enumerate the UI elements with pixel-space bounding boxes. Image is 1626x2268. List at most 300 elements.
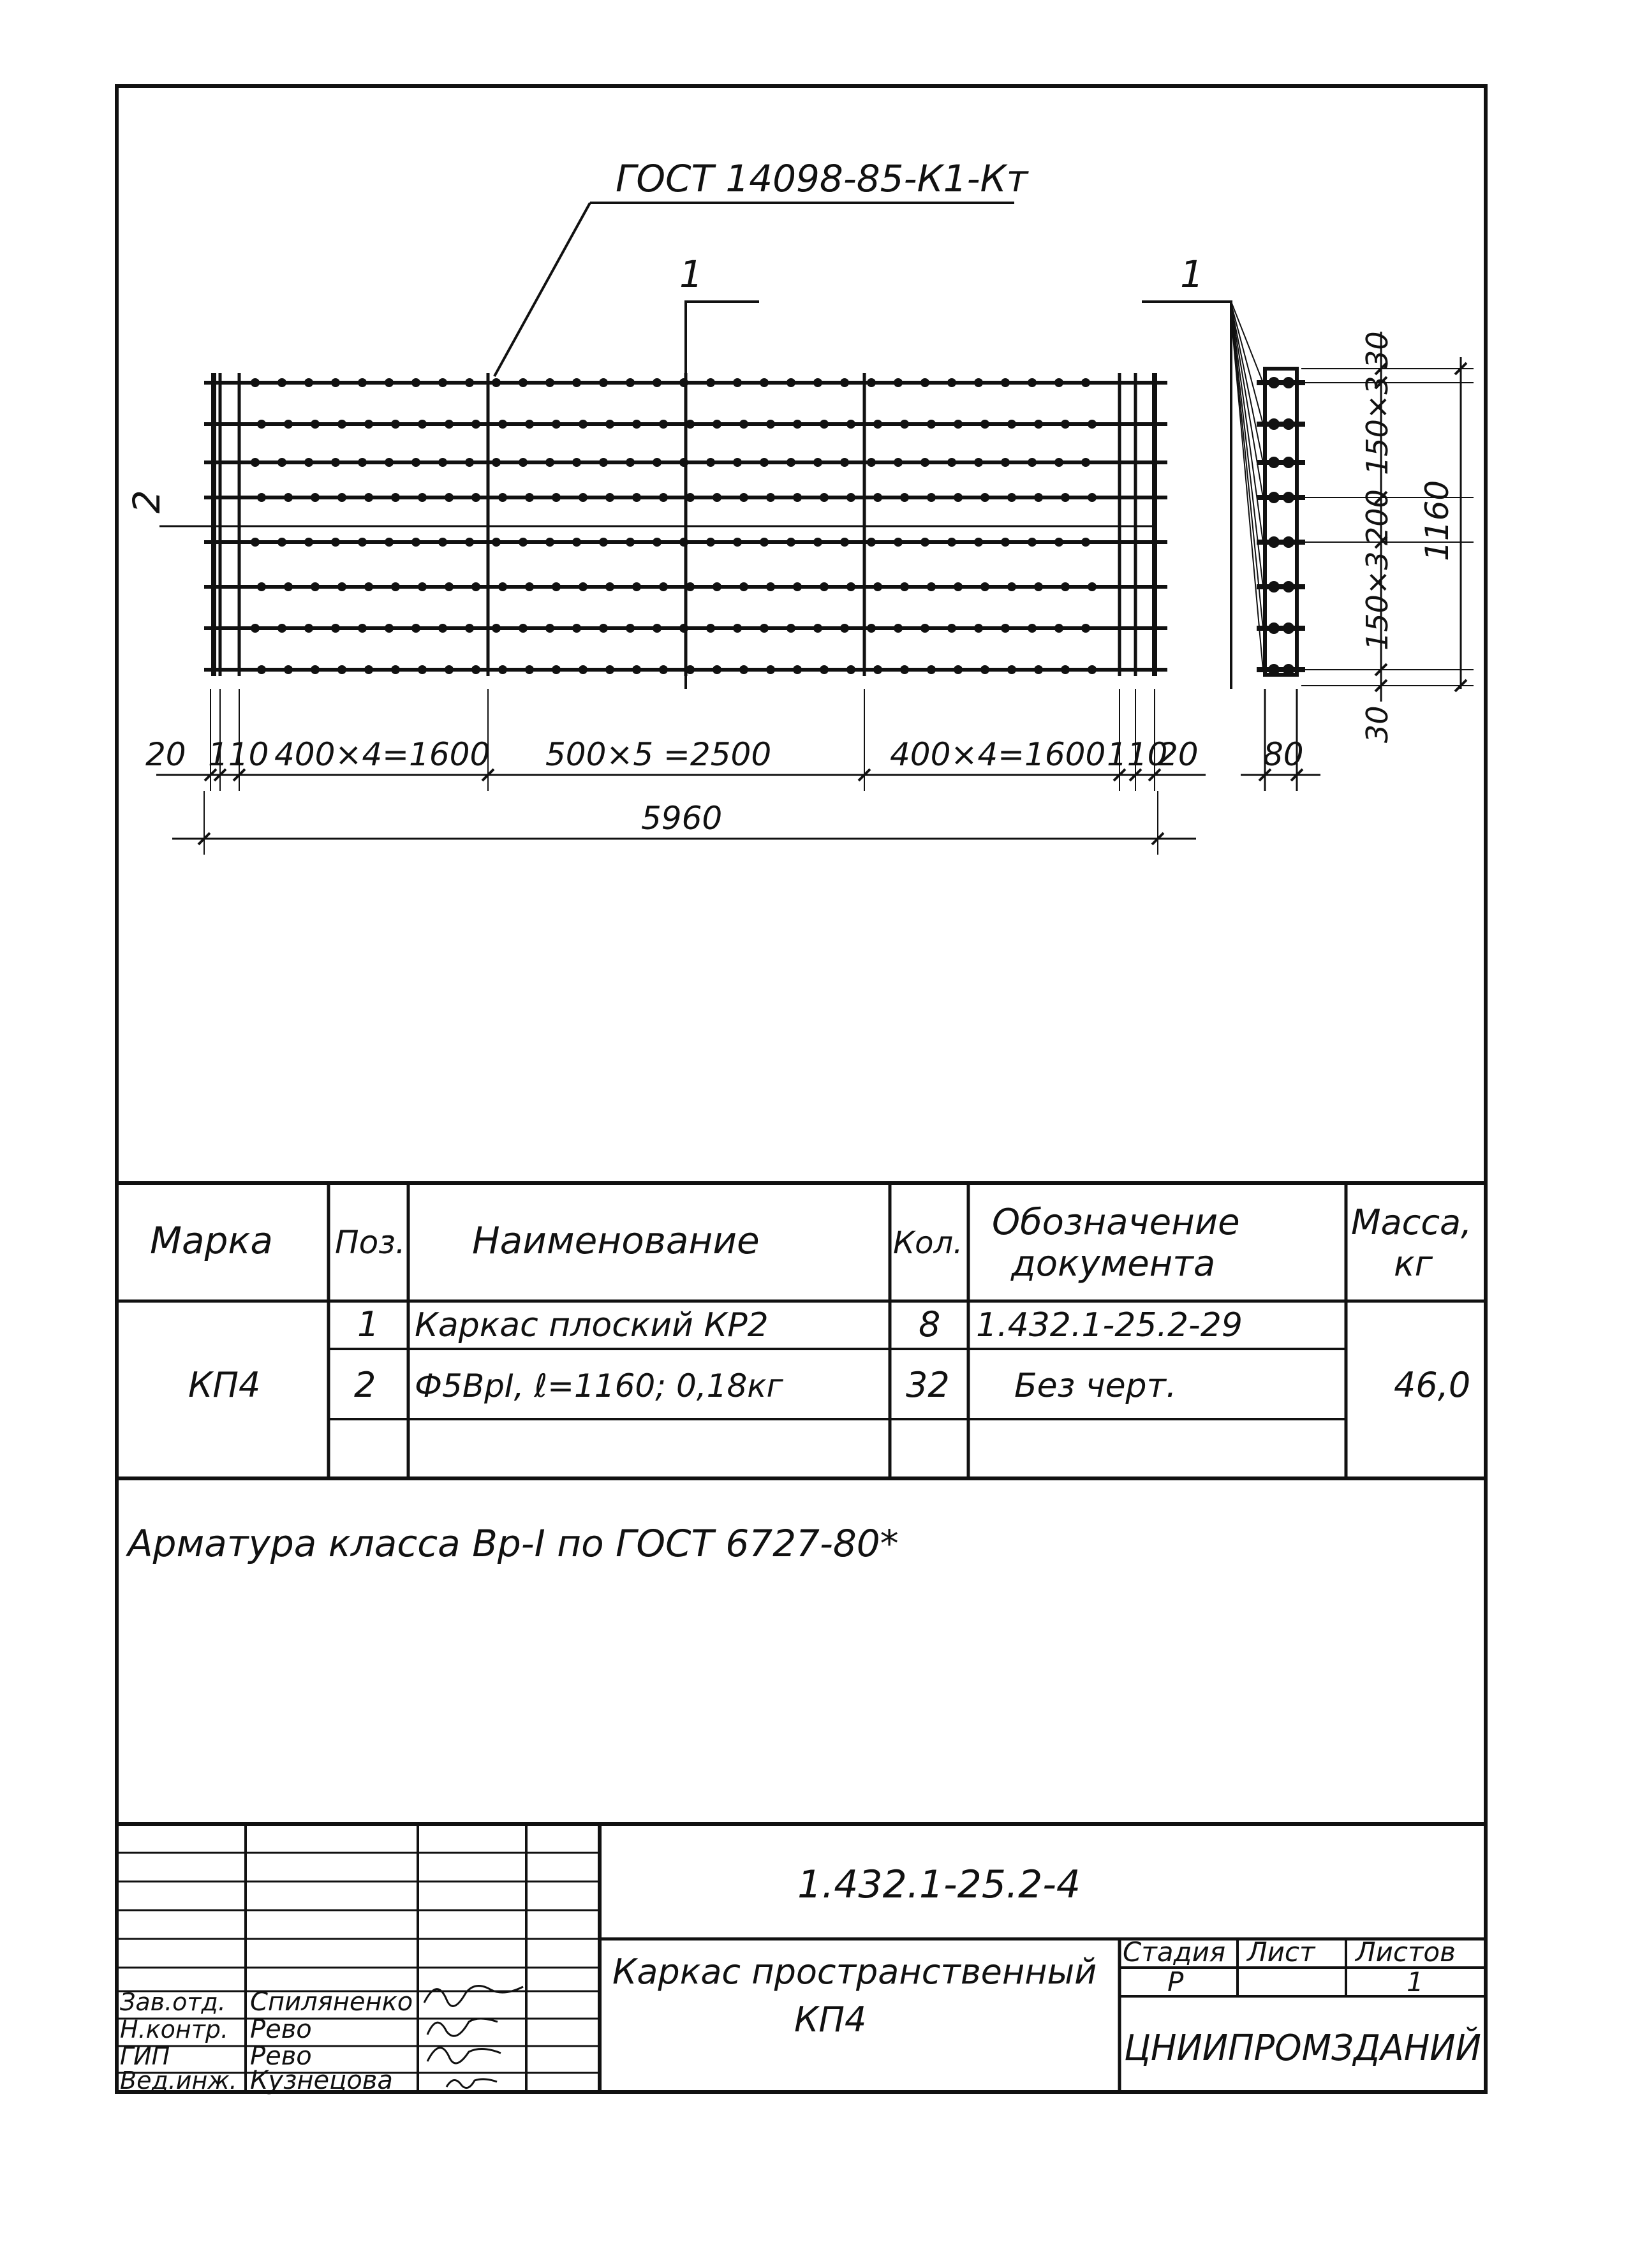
dim-total: 5960 xyxy=(641,800,723,837)
rod-dot xyxy=(733,538,742,547)
rod-dot xyxy=(545,624,554,633)
rod-dot xyxy=(733,378,742,387)
rod-dot xyxy=(465,538,474,547)
rod-dot xyxy=(364,493,373,502)
position-mark-2: 2 xyxy=(125,490,168,513)
rod-dot xyxy=(686,665,695,674)
rod-dot xyxy=(1028,624,1037,633)
rod-dot xyxy=(385,458,394,467)
row2-name: Ф5ВрI, ℓ=1160; 0,18кг xyxy=(415,1367,783,1404)
section-bar-dot xyxy=(1268,418,1280,430)
rod-dot xyxy=(793,665,802,674)
rod-dot xyxy=(840,624,849,633)
rod-dot xyxy=(445,420,454,429)
rod-dot xyxy=(284,665,293,674)
dim-20-left: 20 xyxy=(145,736,186,773)
signature-3 xyxy=(427,2048,501,2063)
gost-callout xyxy=(494,157,1030,376)
rod-dot xyxy=(391,582,400,591)
rod-dot xyxy=(418,582,427,591)
organization-name: ЦНИИПРОМЗДАНИЙ xyxy=(1124,2028,1481,2069)
rod-dot xyxy=(980,493,989,502)
rod-dot xyxy=(626,378,635,387)
rod-dot xyxy=(787,458,795,467)
rod-dot xyxy=(867,378,876,387)
rod-dot xyxy=(766,582,775,591)
rod-dot xyxy=(337,493,346,502)
rod-dot xyxy=(947,538,956,547)
specification-table xyxy=(117,1183,1486,1478)
rod-dot xyxy=(713,493,721,502)
rod-dot xyxy=(599,458,608,467)
stage-label: Стадия xyxy=(1123,1936,1226,1968)
rod-dot xyxy=(304,458,313,467)
rod-dot xyxy=(1081,458,1090,467)
rod-dot xyxy=(552,420,561,429)
role-4-name: Кузнецова xyxy=(250,2066,393,2095)
rod-dot xyxy=(733,458,742,467)
row1-qty: 8 xyxy=(919,1304,941,1344)
rod-dot xyxy=(498,582,507,591)
rod-dot xyxy=(739,420,748,429)
rod-dot xyxy=(331,624,340,633)
header-mark: Марка xyxy=(150,1219,273,1262)
rod-dot xyxy=(1081,538,1090,547)
rod-dot xyxy=(626,538,635,547)
rod-dot xyxy=(1061,582,1070,591)
rod-dot xyxy=(1001,538,1010,547)
rod-dot xyxy=(867,624,876,633)
rod-dot xyxy=(599,538,608,547)
doc-code: 1.432.1-25.2-4 xyxy=(797,1862,1081,1907)
rod-dot xyxy=(605,493,614,502)
dim-2500: 500×5 =2500 xyxy=(545,736,772,773)
rod-dot xyxy=(599,624,608,633)
rod-dot xyxy=(760,378,769,387)
rod-dot xyxy=(311,582,320,591)
rod-dot xyxy=(471,420,480,429)
section-leader xyxy=(1231,312,1263,587)
dim-1600-right: 400×4=1600 xyxy=(890,736,1106,773)
rod-dot xyxy=(1061,493,1070,502)
rod-dot xyxy=(1054,538,1063,547)
row1-doc: 1.432.1-25.2-29 xyxy=(976,1306,1243,1344)
header-mass-line2: кг xyxy=(1394,1244,1433,1284)
header-doc-line1: Обозначение xyxy=(992,1202,1240,1243)
rod-dot xyxy=(251,538,260,547)
section-dim-30-bottom: 30 xyxy=(1360,705,1394,743)
section-mark-left: 1 xyxy=(679,253,703,296)
rod-dot xyxy=(1001,378,1010,387)
rod-dot xyxy=(525,582,534,591)
rod-dot xyxy=(947,378,956,387)
rod-dot xyxy=(894,538,903,547)
rod-dot xyxy=(813,458,822,467)
section-bar-dot xyxy=(1283,492,1294,503)
section-bar-dot xyxy=(1283,457,1294,468)
rod-dot xyxy=(920,624,929,633)
rod-dot xyxy=(813,538,822,547)
section-bar-dot xyxy=(1283,536,1294,548)
rod-dot xyxy=(1028,538,1037,547)
rod-dot xyxy=(391,493,400,502)
gost-callout-leader xyxy=(494,203,590,376)
rod-dot xyxy=(358,378,367,387)
rod-dot xyxy=(257,493,266,502)
rod-dot xyxy=(385,624,394,633)
role-1-name: Спиляненко xyxy=(250,1987,413,2017)
rod-dot xyxy=(411,378,420,387)
rod-dot xyxy=(974,624,983,633)
rod-dot xyxy=(1034,665,1043,674)
rod-dot xyxy=(813,624,822,633)
signature-1 xyxy=(424,1986,523,2007)
rod-dot xyxy=(498,665,507,674)
rod-dot xyxy=(820,493,829,502)
stage-value: Р xyxy=(1167,1966,1184,1998)
rod-dot xyxy=(1088,493,1097,502)
rod-dot xyxy=(471,582,480,591)
rod-dot xyxy=(545,538,554,547)
role-2-name: Рево xyxy=(250,2015,312,2044)
rod-dot xyxy=(653,378,661,387)
header-name: Наименование xyxy=(472,1219,760,1262)
rod-dot xyxy=(311,420,320,429)
rod-dot xyxy=(787,624,795,633)
role-3-name: Рево xyxy=(250,2042,312,2071)
rod-dot xyxy=(927,420,936,429)
rod-dot xyxy=(954,582,963,591)
section-bar-dot xyxy=(1268,457,1280,468)
rod-dot xyxy=(820,665,829,674)
rod-dot xyxy=(337,665,346,674)
rod-dot xyxy=(579,493,588,502)
spec-mark-value: КП4 xyxy=(188,1365,261,1405)
row2-qty: 32 xyxy=(906,1365,950,1405)
rod-dot xyxy=(846,582,855,591)
rod-dot xyxy=(284,420,293,429)
rod-dot xyxy=(572,378,581,387)
rod-dot xyxy=(445,665,454,674)
rod-dot xyxy=(552,665,561,674)
rod-dot xyxy=(659,665,668,674)
cage-plan-view xyxy=(159,302,1167,689)
role-1: Зав.отд. xyxy=(120,1988,226,2016)
rod-dot xyxy=(358,458,367,467)
reinforcement-note: Арматура класса Вр-I по ГОСТ 6727-80* xyxy=(128,1522,899,1565)
rod-dot xyxy=(1034,420,1043,429)
rod-dot xyxy=(519,538,528,547)
rod-dot xyxy=(659,493,668,502)
section-bar-dot xyxy=(1268,622,1280,634)
rod-dot xyxy=(900,665,909,674)
rod-dot xyxy=(492,624,501,633)
section-dim-1160: 1160 xyxy=(1419,480,1456,561)
rod-dot xyxy=(445,493,454,502)
rod-dot xyxy=(760,458,769,467)
rod-dot xyxy=(867,458,876,467)
rod-dot xyxy=(787,538,795,547)
rod-dot xyxy=(358,624,367,633)
section-dim-150x3-bottom: 150×3 xyxy=(1360,551,1394,651)
section-bar-dot xyxy=(1268,492,1280,503)
section-bar-dot xyxy=(1268,581,1280,593)
rod-dot xyxy=(974,538,983,547)
rod-dot xyxy=(277,624,286,633)
sheet-label: Лист xyxy=(1247,1936,1315,1968)
rod-dot xyxy=(947,624,956,633)
rod-dot xyxy=(706,458,715,467)
rod-dot xyxy=(760,624,769,633)
rod-dot xyxy=(545,378,554,387)
rod-dot xyxy=(438,538,447,547)
rod-dot xyxy=(1001,458,1010,467)
sheet-frame xyxy=(117,86,1486,2092)
rod-dot xyxy=(471,493,480,502)
rod-dot xyxy=(840,538,849,547)
section-leaders xyxy=(1231,302,1263,670)
rod-dot xyxy=(927,493,936,502)
section-dim-30-top: 30 xyxy=(1360,331,1394,369)
rod-dot xyxy=(686,420,695,429)
rod-dot xyxy=(418,493,427,502)
rod-dot xyxy=(894,458,903,467)
rod-dot xyxy=(304,624,313,633)
rod-dot xyxy=(311,493,320,502)
rod-dot xyxy=(1054,458,1063,467)
dim-110-left: 110 xyxy=(208,736,269,773)
rod-dot xyxy=(605,665,614,674)
rod-dot xyxy=(1028,458,1037,467)
rod-dot xyxy=(659,420,668,429)
rod-dot xyxy=(1007,493,1016,502)
signature-2 xyxy=(427,2019,498,2036)
rod-dot xyxy=(706,378,715,387)
section-bar-dot xyxy=(1268,377,1280,388)
rod-dot xyxy=(900,493,909,502)
title-block xyxy=(117,1824,1486,2095)
rod-dot xyxy=(331,538,340,547)
rod-dot xyxy=(411,624,420,633)
rod-dot xyxy=(519,624,528,633)
rod-dot xyxy=(1088,582,1097,591)
rod-dot xyxy=(980,420,989,429)
rod-dot xyxy=(545,458,554,467)
rod-dot xyxy=(599,378,608,387)
rod-dot xyxy=(947,458,956,467)
rod-dot xyxy=(492,458,501,467)
rod-dot xyxy=(686,582,695,591)
rod-dot xyxy=(626,624,635,633)
rod-dot xyxy=(498,493,507,502)
rod-dot xyxy=(579,582,588,591)
rod-dot xyxy=(1061,665,1070,674)
section-dim-200: 200 xyxy=(1360,489,1394,545)
rod-dot xyxy=(331,458,340,467)
rod-dot xyxy=(277,538,286,547)
rod-dot xyxy=(337,582,346,591)
rod-dot xyxy=(364,665,373,674)
rod-dot xyxy=(337,420,346,429)
role-4: Вед.инж. xyxy=(120,2066,237,2095)
gost-callout-label: ГОСТ 14098-85-К1-Кт xyxy=(616,157,1028,200)
rod-dot xyxy=(739,582,748,591)
section-bar-dot xyxy=(1283,418,1294,430)
rod-dot xyxy=(465,624,474,633)
rod-dot xyxy=(492,378,501,387)
rod-dot xyxy=(1034,582,1043,591)
rod-dot xyxy=(653,624,661,633)
rod-dot xyxy=(974,458,983,467)
rod-dot xyxy=(873,665,882,674)
rod-dot xyxy=(552,582,561,591)
rod-dot xyxy=(391,665,400,674)
dim-110-right: 110 xyxy=(1107,736,1168,773)
rod-dot xyxy=(572,624,581,633)
rod-dot xyxy=(626,458,635,467)
rod-dot xyxy=(605,582,614,591)
rod-dot xyxy=(873,420,882,429)
rod-dot xyxy=(820,420,829,429)
rod-dot xyxy=(364,582,373,591)
rod-dot xyxy=(418,420,427,429)
section-bar-dot xyxy=(1283,377,1294,388)
spec-mass-value: 46,0 xyxy=(1394,1365,1471,1405)
rod-dot xyxy=(793,582,802,591)
rod-dot xyxy=(733,624,742,633)
rod-dot xyxy=(411,458,420,467)
rod-dot xyxy=(438,458,447,467)
sheets-value: 1 xyxy=(1407,1966,1424,1998)
rod-dot xyxy=(438,624,447,633)
rod-dot xyxy=(706,624,715,633)
rod-dot xyxy=(465,458,474,467)
section-mark-right: 1 xyxy=(1180,253,1204,296)
sheets-label: Листов xyxy=(1356,1936,1456,1968)
rod-dot xyxy=(331,378,340,387)
signature-4 xyxy=(447,2079,497,2088)
rod-dot xyxy=(257,665,266,674)
rod-dot xyxy=(311,665,320,674)
rod-dot xyxy=(358,538,367,547)
rod-dot xyxy=(980,665,989,674)
rod-dot xyxy=(820,582,829,591)
rod-dot xyxy=(251,378,260,387)
rod-dot xyxy=(974,378,983,387)
rod-dot xyxy=(900,582,909,591)
rod-dot xyxy=(739,665,748,674)
rod-dot xyxy=(277,458,286,467)
rod-dot xyxy=(304,538,313,547)
rod-dot xyxy=(1001,624,1010,633)
dim-20-right: 20 xyxy=(1158,736,1199,773)
rod-dot xyxy=(579,665,588,674)
rod-dot xyxy=(873,582,882,591)
rod-dot xyxy=(1088,420,1097,429)
rod-dot xyxy=(304,378,313,387)
rod-dot xyxy=(572,538,581,547)
rod-dot xyxy=(1028,378,1037,387)
rod-dot xyxy=(1081,378,1090,387)
section-view xyxy=(1142,302,1474,791)
rod-dot xyxy=(525,665,534,674)
rod-dot xyxy=(840,458,849,467)
rod-dot xyxy=(572,458,581,467)
section-dim-80: 80 xyxy=(1263,736,1304,773)
rod-dot xyxy=(1088,665,1097,674)
rod-dot xyxy=(1007,582,1016,591)
rod-dot xyxy=(284,493,293,502)
rod-dot xyxy=(471,665,480,674)
rod-dot xyxy=(251,458,260,467)
dim-1600-left: 400×4=1600 xyxy=(274,736,491,773)
rod-dot xyxy=(385,378,394,387)
row2-doc: Без черт. xyxy=(1014,1367,1177,1405)
rod-dot xyxy=(277,378,286,387)
rod-dot xyxy=(498,420,507,429)
rod-dot xyxy=(846,493,855,502)
rod-dot xyxy=(840,378,849,387)
object-name-line1: Каркас пространственный xyxy=(612,1952,1097,1992)
rod-dot xyxy=(713,582,721,591)
rod-dot xyxy=(766,493,775,502)
rod-dot xyxy=(713,665,721,674)
rod-dot xyxy=(713,420,721,429)
section-cut-line-1 xyxy=(686,302,759,689)
rod-dot xyxy=(445,582,454,591)
rod-dot xyxy=(900,420,909,429)
rod-dot xyxy=(391,420,400,429)
role-3: ГИП xyxy=(120,2042,170,2070)
rod-dot xyxy=(411,538,420,547)
rod-dot xyxy=(894,624,903,633)
rod-dot xyxy=(632,582,641,591)
rod-dot xyxy=(1034,493,1043,502)
rod-dot xyxy=(653,458,661,467)
rod-dot xyxy=(1007,420,1016,429)
header-doc-line2: документа xyxy=(1011,1243,1216,1285)
rod-dot xyxy=(760,538,769,547)
rod-dot xyxy=(813,378,822,387)
rod-dot xyxy=(632,420,641,429)
rod-dot xyxy=(766,420,775,429)
role-2: Н.контр. xyxy=(120,2015,229,2043)
rod-dot xyxy=(793,493,802,502)
header-qty: Кол. xyxy=(893,1225,963,1261)
rod-dot xyxy=(927,665,936,674)
rod-dot xyxy=(1007,665,1016,674)
section-bar-dot xyxy=(1268,664,1280,675)
rod-dot xyxy=(438,378,447,387)
rod-dot xyxy=(418,665,427,674)
section-bar-dot xyxy=(1283,581,1294,593)
rod-dot xyxy=(605,420,614,429)
header-mass-line1: Масса, xyxy=(1351,1202,1472,1242)
rod-dot xyxy=(954,420,963,429)
rod-dot xyxy=(920,378,929,387)
rod-dot xyxy=(920,538,929,547)
rod-dot xyxy=(787,378,795,387)
rod-dot xyxy=(251,624,260,633)
rod-dot xyxy=(1081,624,1090,633)
rod-dot xyxy=(257,420,266,429)
rod-dot xyxy=(706,538,715,547)
rod-dot xyxy=(766,665,775,674)
rod-dot xyxy=(257,582,266,591)
rod-dot xyxy=(525,493,534,502)
rod-dot xyxy=(846,420,855,429)
rod-dot xyxy=(364,420,373,429)
